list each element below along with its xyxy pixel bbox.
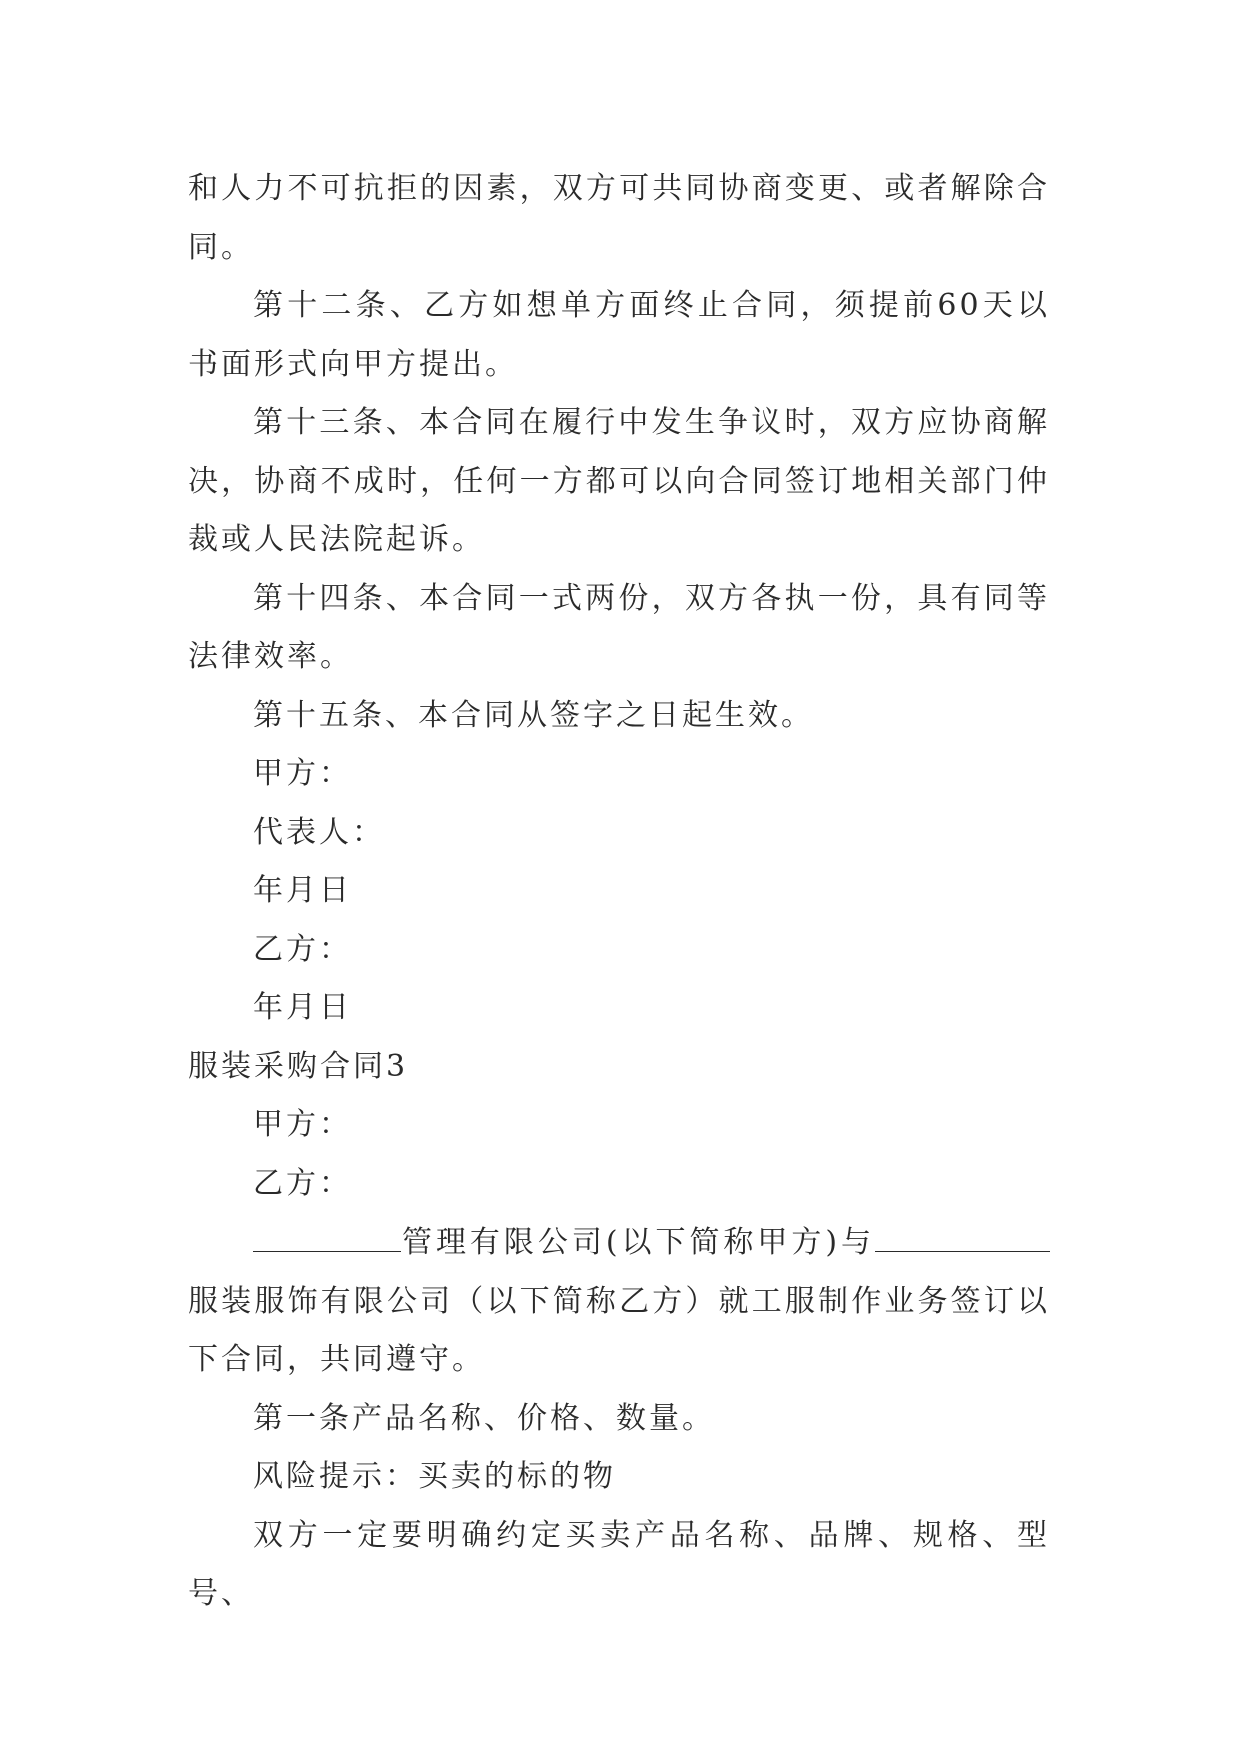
party-b-label: 乙方：: [253, 1165, 352, 1201]
party-sentence-middle: 管理有限公司(以下简称甲方)与: [401, 1225, 875, 1260]
party-b-signature-label: 乙方：: [253, 931, 352, 967]
paragraph-article-12: 第十二条、乙方如想单方面终止合同，须提前60天以书面形式向甲方提出。: [188, 288, 1050, 382]
paragraph-article-13: 第十三条、本合同在履行中发生争议时，双方应协商解决，协商不成时，任何一方都可以向合同签订地相关部门仲裁或人民法院起诉。: [188, 405, 1050, 557]
party-a-name-blank: [253, 1213, 401, 1252]
risk-notice: 风险提示：买卖的标的物: [253, 1459, 616, 1494]
contract-title: 服装采购合同3: [188, 1048, 409, 1084]
paragraph-article-14: 第十四条、本合同一式两份，双方各执一份，具有同等法律效率。: [188, 580, 1050, 674]
party-a-signature-label: 甲方：: [253, 756, 352, 791]
party-sentence-rest: 服装服饰有限公司（以下简称乙方）就工服制作业务签订以下合同，共同遵守。: [188, 1283, 1050, 1377]
paragraph-parties-agreement: [188, 1213, 1050, 1390]
date-label-a: 年月日: [253, 873, 352, 908]
party-b-name-blank: [875, 1213, 1050, 1252]
party-a-label: 甲方：: [253, 1107, 352, 1142]
document-body: [188, 160, 1050, 1624]
date-label-b: 年月日: [253, 990, 352, 1025]
paragraph-article-15: 第十五条、本合同从签字之日起生效。: [253, 697, 814, 733]
paragraph-article-1: 第一条产品名称、价格、数量。: [253, 1400, 715, 1436]
representative-label: 代表人：: [253, 814, 385, 850]
paragraph-force-majeure: 和人力不可抗拒的因素，双方可共同协商变更、或者解除合同。: [188, 171, 1050, 265]
paragraph-product-details: 双方一定要明确约定买卖产品名称、品牌、规格、型号、: [188, 1517, 1050, 1611]
